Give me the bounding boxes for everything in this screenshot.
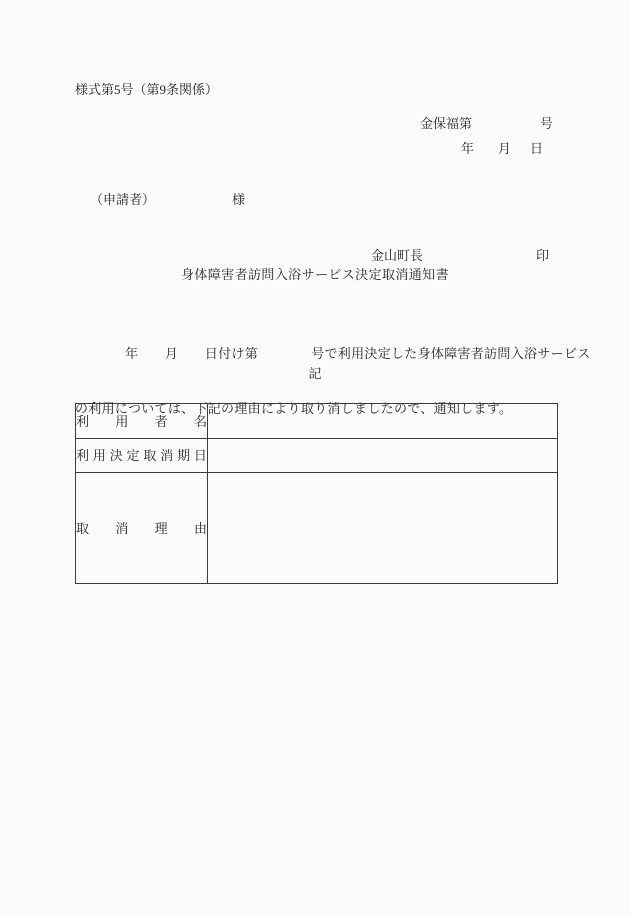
addressee-label: （申請者） [90, 192, 156, 207]
cancellation-date-label: 利 用 決 定 取 消 期 日 [76, 448, 207, 463]
addressee-honorific: 様 [232, 192, 246, 207]
date-year-label: 年 [461, 141, 475, 156]
table-row [76, 473, 558, 584]
document-title: 身体障害者訪問入浴サービス決定取消通知書 [180, 267, 449, 282]
user-name-label-cell [76, 404, 208, 439]
date-month-label: 月 [498, 141, 512, 156]
cancellation-reason-label: 取 消 理 由 [76, 520, 207, 536]
body-line-2: の利用については、下記の理由により取り消しましたので、通知します。 [75, 401, 513, 416]
addressee-name-blank [155, 203, 232, 204]
addressee-line [77, 174, 245, 225]
body-line-1: 年 月 日付け第 号で利用決定した身体障害者訪問入浴サービス [125, 346, 591, 361]
record-marker: 記 [308, 366, 322, 381]
user-name-label: 利 用 者 名 [76, 413, 207, 429]
doc-number-suffix: 号 [540, 116, 554, 131]
date-line [448, 123, 543, 174]
table-row [76, 404, 558, 439]
seal-mark: 印 [536, 248, 550, 263]
cancellation-reason-label-cell [76, 473, 208, 584]
user-name-value-cell [208, 404, 558, 439]
date-year-blank [474, 152, 498, 153]
cancellation-reason-value-cell [208, 473, 558, 584]
form-number: 様式第5号（第9条関係） [75, 82, 219, 97]
cancellation-date-label-cell [76, 439, 208, 473]
table-row [76, 439, 558, 473]
doc-number-prefix: 金保福第 [420, 116, 473, 131]
cancellation-detail-table [75, 403, 558, 584]
issuer-blank [423, 259, 536, 260]
issuer-name: 金山町長 [371, 248, 424, 263]
date-month-blank [511, 152, 530, 153]
cancellation-date-value-cell [208, 439, 558, 473]
date-day-label: 日 [530, 141, 544, 156]
